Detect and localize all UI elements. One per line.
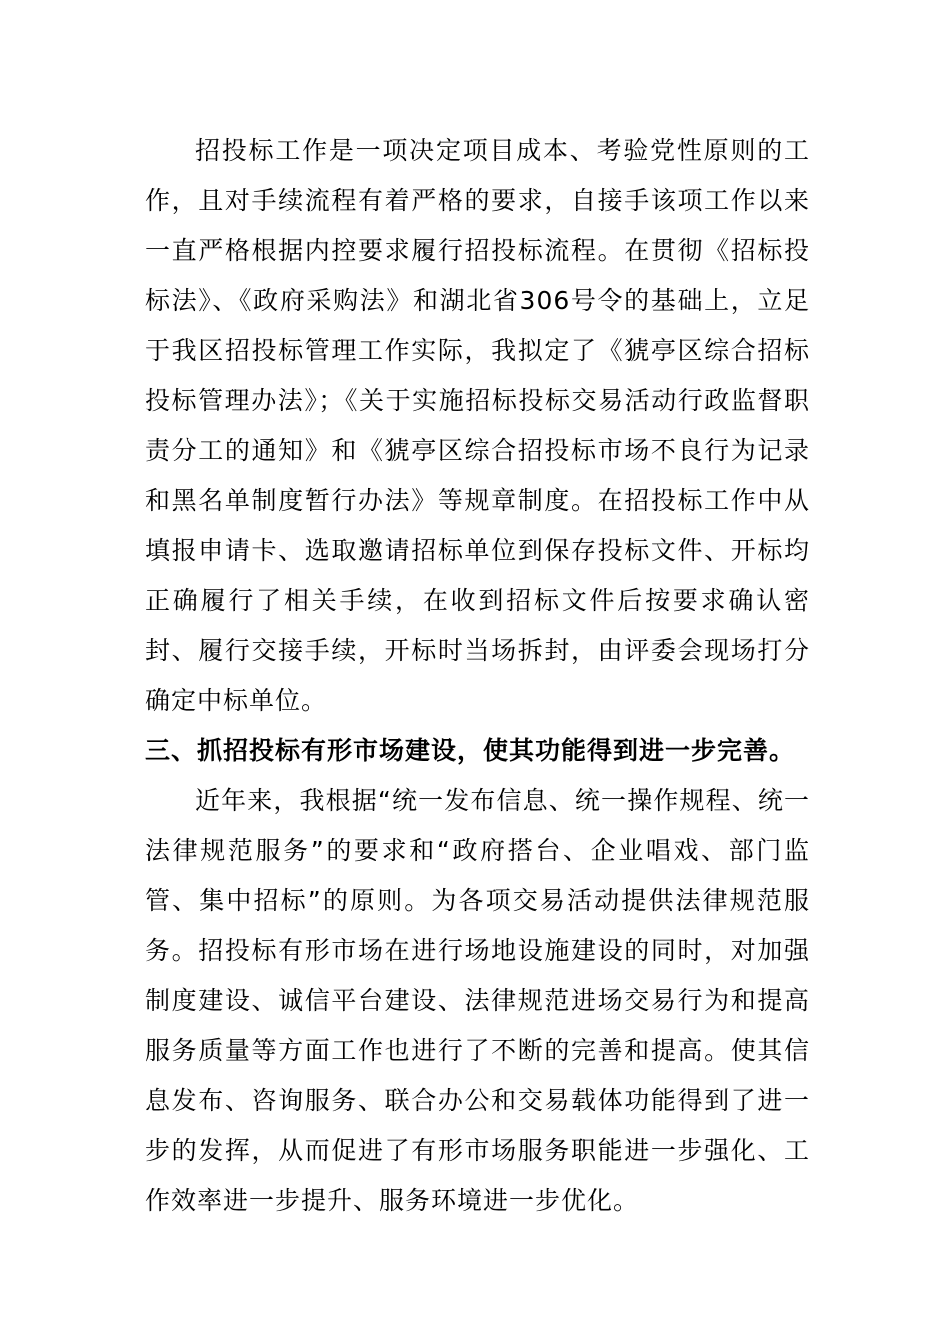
document-body [145,126,810,1226]
body-paragraph-market-construction: 近年来，我根据“统一发布信息、统一操作规程、统一法律规范服务”的要求和“政府搭台、企业唱戏、部门监管、集中招标”的原则。为各项交易活动提供法律规范服务。招投标有形市场在进行场地设施建设的同时，对加强制度建设、诚信平台建设、法律规范进场交易行为和提高服务质量等方面工作也进行了不断的完善和提高。使其信息发布、咨询服务、联合办公和交易载体功能得到了进一步的发挥，从而促进了有形市场服务职能进一步强化、工作效率进一步提升、服务环境进一步优化。 [145,786,810,1215]
section-heading-3: 三、抓招投标有形市场建设，使其功能得到进一步完善。 [145,736,796,765]
body-paragraph-tendering-procedures: 招投标工作是一项决定项目成本、考验党性原则的工作，且对手续流程有着严格的要求，自接手该项工作以来一直严格根据内控要求履行招投标流程。在贯彻《招标投标法》、《政府采购法》和湖北省306号令的基础上，立足于我区招投标管理工作实际，我拟定了《猇亭区综合招标投标管理办法》；《关于实施招标投标交易活动行政监督职责分工的通知》和《猇亭区综合招投标市场不良行为记录和黑名单制度暂行办法》等规章制度。在招投标工作中从填报申请卡、选取邀请招标单位到保存投标文件、开标均正确履行了相关手续，在收到招标文件后按要求确认密封、履行交接手续，开标时当场拆封，由评委会现场打分确定中标单位。 [145,136,810,715]
